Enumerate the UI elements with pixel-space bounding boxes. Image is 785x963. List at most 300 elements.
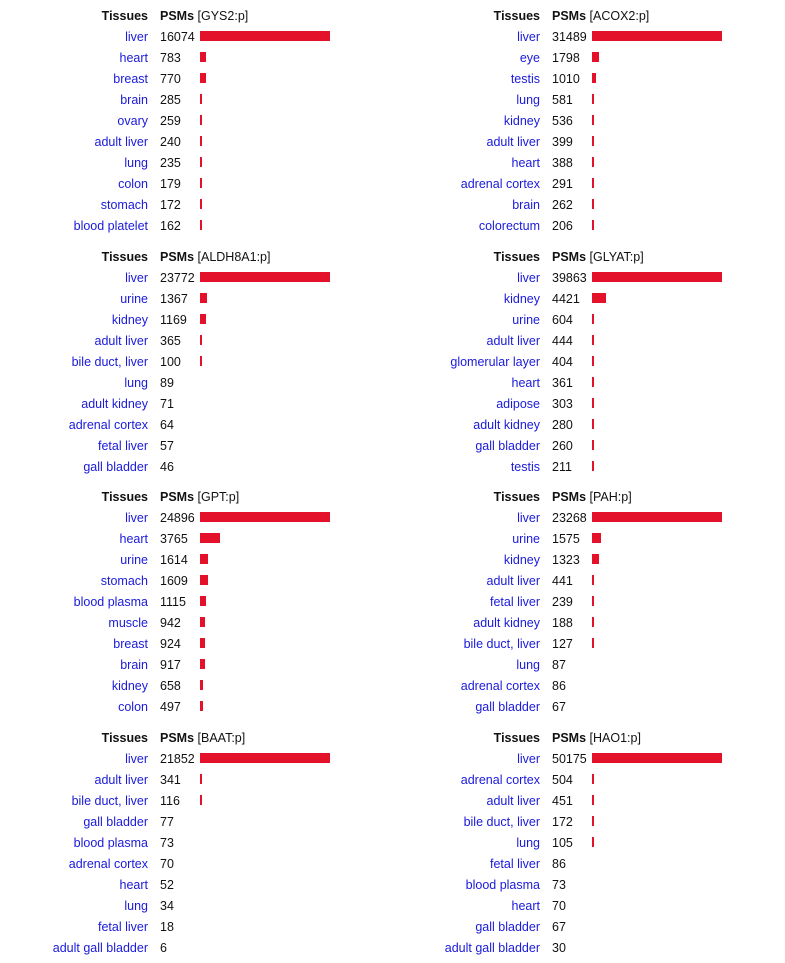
tissue-link[interactable]: fetal liver xyxy=(489,595,540,609)
tissues-header: Tissues xyxy=(101,9,148,23)
psms-label: PSMs xyxy=(160,490,195,504)
psms-header xyxy=(552,7,649,25)
tissue-row xyxy=(0,91,380,112)
protein-id: [ALDH8A1:p] xyxy=(194,250,271,264)
tissue-link[interactable]: lung xyxy=(124,156,148,170)
psm-count: 770 xyxy=(160,72,181,86)
psms-label: PSMs xyxy=(160,9,195,23)
psm-count: 86 xyxy=(552,857,566,871)
tissue-link[interactable]: kidney xyxy=(503,553,540,567)
tissue-row xyxy=(0,876,380,897)
tissues-header: Tissues xyxy=(493,250,540,264)
psm-count: 399 xyxy=(552,135,573,149)
tissue-row xyxy=(0,332,380,353)
psm-bar xyxy=(200,220,202,230)
psm-bar xyxy=(592,52,599,62)
tissue-row xyxy=(0,813,380,834)
psm-count: 658 xyxy=(160,679,181,693)
psm-count: 262 xyxy=(552,198,573,212)
psm-count: 1614 xyxy=(160,553,188,567)
psm-bar xyxy=(592,293,606,303)
psm-bar xyxy=(200,52,206,62)
tissue-link[interactable]: blood plasma xyxy=(73,836,148,850)
psm-count: 39863 xyxy=(552,271,587,285)
tissue-row xyxy=(392,750,772,771)
tissue-row xyxy=(392,771,772,792)
tissue-row xyxy=(0,918,380,939)
tissue-link[interactable]: urine xyxy=(512,532,540,546)
psm-bar xyxy=(592,575,594,585)
tissue-link[interactable]: heart xyxy=(511,376,540,390)
psm-count: 67 xyxy=(552,920,566,934)
tissue-row xyxy=(0,416,380,437)
tissue-row xyxy=(392,332,772,353)
tissue-row xyxy=(0,698,380,719)
psm-bar xyxy=(592,774,594,784)
psm-bar xyxy=(592,199,594,209)
tissue-link[interactable]: adult kidney xyxy=(81,397,148,411)
tissue-row xyxy=(0,792,380,813)
protein-id: [GLYAT:p] xyxy=(586,250,644,264)
tissue-link[interactable]: bile duct, liver xyxy=(463,815,540,829)
psm-count: 239 xyxy=(552,595,573,609)
psm-count: 89 xyxy=(160,376,174,390)
tissue-row xyxy=(392,918,772,939)
tissue-link[interactable]: gall bladder xyxy=(475,920,540,934)
psm-count: 404 xyxy=(552,355,573,369)
psm-count: 46 xyxy=(160,460,174,474)
psm-count: 52 xyxy=(160,878,174,892)
tissue-link[interactable]: adrenal cortex xyxy=(68,418,148,432)
tissue-row xyxy=(392,133,772,154)
psm-bar xyxy=(200,575,208,585)
psm-count: 70 xyxy=(552,899,566,913)
tissue-link[interactable]: liver xyxy=(125,511,148,525)
tissue-link[interactable]: breast xyxy=(113,637,148,651)
psm-bar xyxy=(200,335,202,345)
psm-count: 50175 xyxy=(552,752,587,766)
psm-count: 206 xyxy=(552,219,573,233)
psm-count: 34 xyxy=(160,899,174,913)
tissue-row xyxy=(0,939,380,960)
tissue-link[interactable]: adult liver xyxy=(486,334,540,348)
tissue-row xyxy=(392,530,772,551)
psm-count: 1798 xyxy=(552,51,580,65)
tissue-link[interactable]: testis xyxy=(510,72,540,86)
psm-count: 21852 xyxy=(160,752,195,766)
tissue-link[interactable]: kidney xyxy=(503,292,540,306)
protein-id: [ACOX2:p] xyxy=(586,9,650,23)
psm-count: 162 xyxy=(160,219,181,233)
protein-id: [BAAT:p] xyxy=(194,731,246,745)
psm-count: 1115 xyxy=(160,595,186,609)
psm-count: 87 xyxy=(552,658,566,672)
tissue-link[interactable]: lung xyxy=(124,899,148,913)
tissue-link[interactable]: muscle xyxy=(108,616,148,630)
psm-count: 100 xyxy=(160,355,181,369)
psm-count: 451 xyxy=(552,794,573,808)
tissue-row xyxy=(392,509,772,530)
tissue-link[interactable]: eye xyxy=(519,51,540,65)
psm-count: 86 xyxy=(552,679,566,693)
psms-label: PSMs xyxy=(552,731,587,745)
tissue-row xyxy=(392,677,772,698)
psm-bar xyxy=(200,680,203,690)
psm-count: 71 xyxy=(160,397,174,411)
psm-bar xyxy=(200,617,205,627)
tissue-row xyxy=(392,458,772,479)
tissue-link[interactable]: colorectum xyxy=(478,219,540,233)
protein-id: [HAO1:p] xyxy=(586,731,641,745)
tissue-row xyxy=(392,551,772,572)
tissue-row xyxy=(392,656,772,677)
tissue-link[interactable]: urine xyxy=(120,292,148,306)
psm-count: 1323 xyxy=(552,553,580,567)
tissues-header: Tissues xyxy=(101,250,148,264)
psm-count: 504 xyxy=(552,773,573,787)
psms-label: PSMs xyxy=(160,250,195,264)
psm-bar xyxy=(592,94,594,104)
tissue-link[interactable]: heart xyxy=(119,878,148,892)
psm-count: 536 xyxy=(552,114,573,128)
tissue-link[interactable]: liver xyxy=(125,752,148,766)
psm-bar xyxy=(592,596,594,606)
tissue-link[interactable]: colon xyxy=(118,177,148,191)
psm-bar xyxy=(592,73,596,83)
tissue-link[interactable]: testis xyxy=(510,460,540,474)
psm-count: 942 xyxy=(160,616,181,630)
tissue-row xyxy=(392,572,772,593)
psms-header xyxy=(160,248,270,266)
tissue-row xyxy=(0,572,380,593)
psm-count: 172 xyxy=(160,198,181,212)
tissue-link[interactable]: liver xyxy=(517,30,540,44)
psm-count: 179 xyxy=(160,177,181,191)
tissue-link[interactable]: glomerular layer xyxy=(450,355,540,369)
tissue-row xyxy=(0,771,380,792)
psm-count: 30 xyxy=(552,941,566,955)
tissue-link[interactable]: heart xyxy=(119,532,148,546)
tissue-link[interactable]: adipose xyxy=(496,397,540,411)
tissue-row xyxy=(0,509,380,530)
tissue-row xyxy=(0,269,380,290)
tissue-link[interactable]: adult liver xyxy=(486,794,540,808)
psm-bar xyxy=(200,199,202,209)
tissue-link[interactable]: liver xyxy=(125,30,148,44)
psm-count: 188 xyxy=(552,616,573,630)
tissue-link[interactable]: brain xyxy=(120,658,148,672)
psm-count: 18 xyxy=(160,920,174,934)
psm-count: 388 xyxy=(552,156,573,170)
tissue-row xyxy=(0,614,380,635)
tissue-row xyxy=(392,939,772,960)
tissue-link[interactable]: adult kidney xyxy=(473,616,540,630)
tissue-row xyxy=(392,70,772,91)
tissue-link[interactable]: adult gall bladder xyxy=(444,941,540,955)
tissue-row xyxy=(392,876,772,897)
tissue-row xyxy=(392,311,772,332)
tissue-row xyxy=(392,269,772,290)
tissue-link[interactable]: ovary xyxy=(117,114,148,128)
psms-label: PSMs xyxy=(552,9,587,23)
tissue-link[interactable]: bile duct, liver xyxy=(71,794,148,808)
psm-count: 73 xyxy=(160,836,174,850)
psm-bar xyxy=(200,795,202,805)
tissue-link[interactable]: heart xyxy=(511,899,540,913)
tissue-link[interactable]: adult gall bladder xyxy=(52,941,148,955)
tissue-link[interactable]: adult liver xyxy=(486,574,540,588)
tissue-link[interactable]: gall bladder xyxy=(475,439,540,453)
psm-count: 361 xyxy=(552,376,573,390)
tissue-row xyxy=(392,49,772,70)
tissue-row xyxy=(392,290,772,311)
tissue-psm-panel xyxy=(0,7,380,239)
psm-count: 211 xyxy=(552,460,572,474)
psm-count: 280 xyxy=(552,418,573,432)
tissue-link[interactable]: adrenal cortex xyxy=(460,177,540,191)
tissue-link[interactable]: bile duct, liver xyxy=(71,355,148,369)
psm-bar xyxy=(592,419,594,429)
tissue-row xyxy=(0,551,380,572)
tissue-link[interactable]: gall bladder xyxy=(83,460,148,474)
tissue-link[interactable]: liver xyxy=(517,752,540,766)
psm-count: 64 xyxy=(160,418,174,432)
tissue-row xyxy=(0,70,380,91)
psm-count: 235 xyxy=(160,156,181,170)
psm-count: 917 xyxy=(160,658,181,672)
tissue-link[interactable]: adult liver xyxy=(94,773,148,787)
psm-bar xyxy=(592,617,594,627)
psm-bar xyxy=(200,533,220,543)
tissue-link[interactable]: stomach xyxy=(100,574,148,588)
psm-bar xyxy=(592,272,722,282)
tissue-link[interactable]: kidney xyxy=(503,114,540,128)
psm-count: 497 xyxy=(160,700,181,714)
tissue-row xyxy=(0,133,380,154)
tissue-row xyxy=(0,395,380,416)
tissue-link[interactable]: urine xyxy=(120,553,148,567)
psm-count: 67 xyxy=(552,700,566,714)
psms-header xyxy=(552,488,632,506)
psm-count: 23268 xyxy=(552,511,587,525)
psm-bar xyxy=(592,220,594,230)
tissue-row xyxy=(392,437,772,458)
tissue-psm-panel xyxy=(0,488,380,720)
tissue-row xyxy=(0,656,380,677)
tissue-row xyxy=(392,353,772,374)
psm-bar xyxy=(592,837,594,847)
psm-bar xyxy=(200,701,203,711)
psm-count: 116 xyxy=(160,794,180,808)
psms-header xyxy=(160,729,245,747)
psm-bar xyxy=(200,272,330,282)
tissue-row xyxy=(0,154,380,175)
tissue-link[interactable]: adrenal cortex xyxy=(460,679,540,693)
tissue-link[interactable]: liver xyxy=(517,271,540,285)
psm-count: 365 xyxy=(160,334,181,348)
psm-bar xyxy=(200,596,206,606)
tissue-link[interactable]: liver xyxy=(517,511,540,525)
tissues-header: Tissues xyxy=(493,9,540,23)
tissue-link[interactable]: lung xyxy=(516,836,540,850)
tissue-link[interactable]: lung xyxy=(516,93,540,107)
tissue-link[interactable]: fetal liver xyxy=(97,439,148,453)
psm-count: 783 xyxy=(160,51,181,65)
psm-bar xyxy=(200,774,202,784)
psm-bar xyxy=(592,136,594,146)
psm-bar xyxy=(592,461,594,471)
tissue-link[interactable]: colon xyxy=(118,700,148,714)
tissue-link[interactable]: brain xyxy=(120,93,148,107)
psm-bar xyxy=(592,335,594,345)
psm-count: 240 xyxy=(160,135,181,149)
tissue-row xyxy=(0,112,380,133)
tissue-link[interactable]: gall bladder xyxy=(475,700,540,714)
tissue-row xyxy=(392,855,772,876)
psm-bar xyxy=(592,753,722,763)
tissue-row xyxy=(0,897,380,918)
psm-bar xyxy=(200,554,208,564)
psm-count: 259 xyxy=(160,114,181,128)
tissue-link[interactable]: breast xyxy=(113,72,148,86)
psms-label: PSMs xyxy=(160,731,195,745)
psm-bar xyxy=(200,512,330,522)
tissue-link[interactable]: fetal liver xyxy=(489,857,540,871)
psms-label: PSMs xyxy=(552,250,587,264)
tissue-row xyxy=(0,677,380,698)
tissue-link[interactable]: adult kidney xyxy=(473,418,540,432)
tissue-row xyxy=(392,175,772,196)
psm-bar xyxy=(200,136,202,146)
tissue-link[interactable]: blood plasma xyxy=(73,595,148,609)
tissue-row xyxy=(0,353,380,374)
psm-count: 127 xyxy=(552,637,573,651)
tissue-row xyxy=(0,374,380,395)
psm-count: 1169 xyxy=(160,313,187,327)
psm-bar xyxy=(200,638,205,648)
tissue-row xyxy=(0,593,380,614)
psm-bar xyxy=(200,314,206,324)
tissue-link[interactable]: adult liver xyxy=(94,135,148,149)
tissue-psm-panel xyxy=(392,488,772,720)
psm-count: 70 xyxy=(160,857,174,871)
tissue-row xyxy=(0,49,380,70)
psm-count: 23772 xyxy=(160,271,195,285)
tissue-link[interactable]: gall bladder xyxy=(83,815,148,829)
tissue-row xyxy=(392,897,772,918)
psm-count: 4421 xyxy=(552,292,580,306)
psm-count: 77 xyxy=(160,815,174,829)
psms-header xyxy=(552,248,644,266)
tissue-row xyxy=(0,855,380,876)
psms-label: PSMs xyxy=(552,490,587,504)
tissue-row xyxy=(392,374,772,395)
psm-bar xyxy=(592,533,601,543)
tissue-row xyxy=(0,290,380,311)
tissue-row xyxy=(392,154,772,175)
tissue-link[interactable]: blood platelet xyxy=(73,219,148,233)
tissue-row xyxy=(0,458,380,479)
protein-id: [GYS2:p] xyxy=(194,9,249,23)
tissue-row xyxy=(392,217,772,238)
tissue-row xyxy=(392,196,772,217)
tissue-link[interactable]: liver xyxy=(125,271,148,285)
psm-bar xyxy=(200,178,202,188)
tissue-row xyxy=(392,635,772,656)
tissue-row xyxy=(392,614,772,635)
psm-count: 105 xyxy=(552,836,573,850)
psm-bar xyxy=(592,31,722,41)
psm-count: 1575 xyxy=(552,532,580,546)
tissue-link[interactable]: kidney xyxy=(111,313,148,327)
tissue-link[interactable]: adult liver xyxy=(94,334,148,348)
psm-bar xyxy=(592,795,594,805)
psm-count: 924 xyxy=(160,637,181,651)
psm-count: 581 xyxy=(552,93,573,107)
psm-bar xyxy=(592,554,599,564)
tissue-link[interactable]: adult liver xyxy=(486,135,540,149)
psm-bar xyxy=(592,512,722,522)
tissue-row xyxy=(0,28,380,49)
tissue-psm-panel xyxy=(392,729,772,961)
psms-header xyxy=(552,729,641,747)
tissue-link[interactable]: kidney xyxy=(111,679,148,693)
psm-bar xyxy=(592,314,594,324)
tissue-link[interactable]: fetal liver xyxy=(97,920,148,934)
psm-count: 3765 xyxy=(160,532,188,546)
tissue-row xyxy=(0,530,380,551)
tissue-link[interactable]: brain xyxy=(512,198,540,212)
tissue-psm-panel xyxy=(0,248,380,480)
psm-count: 16074 xyxy=(160,30,195,44)
psm-bar xyxy=(200,94,202,104)
psm-count: 444 xyxy=(552,334,573,348)
tissue-row xyxy=(392,112,772,133)
psm-count: 1010 xyxy=(552,72,580,86)
protein-id: [GPT:p] xyxy=(194,490,240,504)
tissue-row xyxy=(0,437,380,458)
tissue-link[interactable]: lung xyxy=(516,658,540,672)
tissue-link[interactable]: adrenal cortex xyxy=(460,773,540,787)
tissue-link[interactable]: bile duct, liver xyxy=(463,637,540,651)
psm-bar xyxy=(200,157,202,167)
tissue-link[interactable]: blood plasma xyxy=(465,878,540,892)
tissue-link[interactable]: heart xyxy=(119,51,148,65)
psm-count: 1609 xyxy=(160,574,188,588)
tissue-psm-panel xyxy=(0,729,380,961)
psm-count: 341 xyxy=(160,773,181,787)
tissue-link[interactable]: urine xyxy=(512,313,540,327)
tissue-link[interactable]: stomach xyxy=(100,198,148,212)
psm-count: 285 xyxy=(160,93,181,107)
tissue-link[interactable]: adrenal cortex xyxy=(68,857,148,871)
psm-bar xyxy=(200,753,330,763)
tissue-link[interactable]: lung xyxy=(124,376,148,390)
psm-bar xyxy=(592,398,594,408)
psm-count: 1367 xyxy=(160,292,188,306)
psm-bar xyxy=(200,659,205,669)
psm-count: 604 xyxy=(552,313,573,327)
tissues-header: Tissues xyxy=(493,731,540,745)
psm-bar xyxy=(592,440,594,450)
tissue-row xyxy=(0,635,380,656)
tissues-header: Tissues xyxy=(101,731,148,745)
tissues-header: Tissues xyxy=(101,490,148,504)
psm-count: 172 xyxy=(552,815,573,829)
psm-bar xyxy=(592,816,594,826)
tissue-link[interactable]: heart xyxy=(511,156,540,170)
protein-id: [PAH:p] xyxy=(586,490,632,504)
